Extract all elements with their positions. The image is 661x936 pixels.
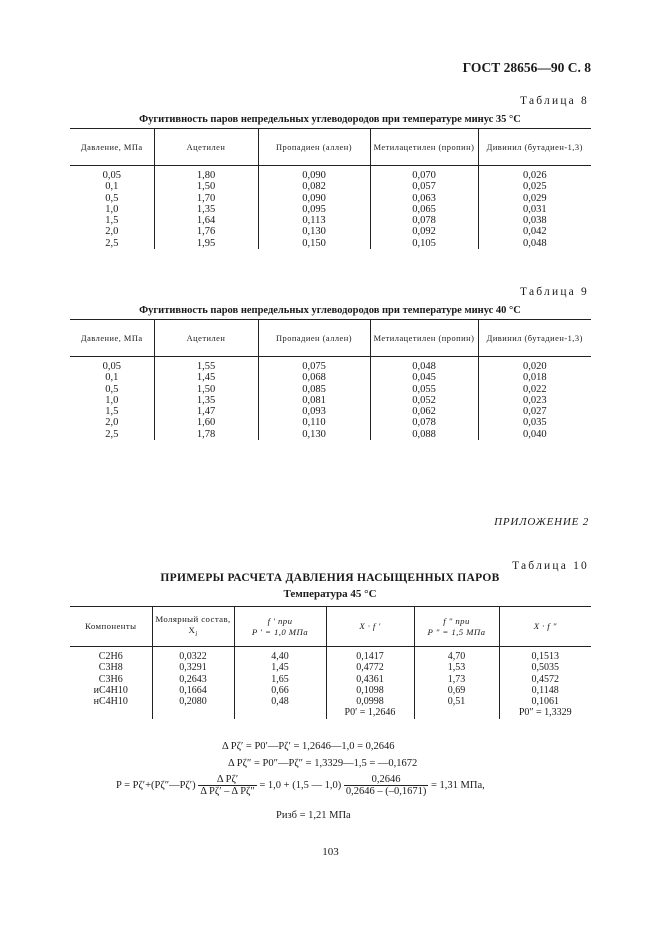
table9-cell: 1,47 xyxy=(154,406,258,417)
table9-cell: 0,078 xyxy=(370,417,478,428)
table9-col-allene: Пропадиен (аллен) xyxy=(258,320,370,357)
table8-cell: 1,80 xyxy=(154,166,258,182)
table10-cell: 0,4572 xyxy=(499,674,591,685)
table9-col-propyne: Метилацетилен (пропин) xyxy=(370,320,478,357)
table9-cell: 1,78 xyxy=(154,429,258,440)
table8-cell: 0,070 xyxy=(370,166,478,182)
fraction-2-numerator: 0,2646 xyxy=(344,774,429,786)
p1-label: P ′ = 1,0 МПа xyxy=(251,626,309,637)
formula-fraction-1 xyxy=(198,774,257,797)
table10-cell: 0,5035 xyxy=(499,662,591,673)
table8-cell: 1,70 xyxy=(154,193,258,204)
table8-cell: 0,029 xyxy=(478,193,591,204)
table9-cell: 0,05 xyxy=(102,361,121,372)
table10-cell: 0,69 xyxy=(414,685,499,696)
table9-cell: 0,5 xyxy=(105,383,119,395)
p2-label: P ″ = 1,5 МПа xyxy=(427,626,486,637)
table8-cell: 0,082 xyxy=(258,181,370,192)
table8-cell: 2,0 xyxy=(105,226,119,238)
table9-cell: 1,35 xyxy=(154,395,258,406)
table8-cell: 0,05 xyxy=(102,170,121,181)
table8-row xyxy=(70,181,591,192)
table10-cell: 1,73 xyxy=(414,674,499,685)
table8-header-row xyxy=(70,129,591,166)
table10-subtitle: Температура 45 °С xyxy=(283,588,377,600)
table10-component: C3H6 xyxy=(98,673,123,685)
table9-cell: 0,040 xyxy=(478,429,591,440)
table9-cell: 0,081 xyxy=(258,395,370,406)
table9-title: Фугитивность паров непредельных углеводородов при температуре минус 40 °С xyxy=(139,305,521,316)
table9-cell: 2,0 xyxy=(105,417,119,429)
table10-component: иC4H10 xyxy=(93,684,128,696)
table10-row xyxy=(70,685,591,696)
table8-cell: 0,038 xyxy=(478,215,591,226)
table10-row xyxy=(70,662,591,673)
table8-cell: 0,026 xyxy=(478,166,591,182)
table8-cell: 0,031 xyxy=(478,204,591,215)
table10-cell: 0,4361 xyxy=(326,674,414,685)
table9-cell: 0,022 xyxy=(478,384,591,395)
table8-cell: 0,025 xyxy=(478,181,591,192)
fraction-1-denominator: Δ Pζ′ – Δ Pζ″ xyxy=(200,786,255,797)
table10-col-xf2 xyxy=(499,607,591,647)
table10-component: C3H8 xyxy=(98,662,123,674)
table9-cell: 0,110 xyxy=(258,417,370,428)
formula-p-right: = 1,31 МПа, xyxy=(430,779,485,791)
table10-cell: 1,45 xyxy=(234,662,326,673)
table8-row xyxy=(70,215,591,226)
formula-fraction-2 xyxy=(344,774,429,797)
table9-row xyxy=(70,429,591,440)
table9-cell: 0,045 xyxy=(370,372,478,383)
table9-cell: 1,5 xyxy=(105,406,119,418)
table8-col-acetylene: Ацетилен xyxy=(154,129,258,166)
xf1-label: X · f ′ xyxy=(359,621,381,631)
table10-cell: 0,66 xyxy=(234,685,326,696)
table9-cell: 0,068 xyxy=(258,372,370,383)
table10-cell: 0,1061 xyxy=(499,696,591,707)
table10-col-components: Компоненты xyxy=(70,607,152,647)
table8-cell: 0,1 xyxy=(105,181,119,193)
table10-row xyxy=(70,647,591,663)
table10-col-f2 xyxy=(414,607,499,647)
table8-row xyxy=(70,166,591,182)
table8-cell: 0,105 xyxy=(370,238,478,249)
table10-cell: 4,70 xyxy=(414,647,499,663)
table8-cell: 1,5 xyxy=(105,215,119,227)
table10-empty-cell xyxy=(414,707,499,718)
table10-sum-cell: P0′ = 1,2646 xyxy=(326,707,414,718)
table8-title: Фугитивность паров непредельных углеводородов при температуре минус 35 °С xyxy=(139,114,521,125)
table9-col-butadiene: Дивинил (бутадиен-1,3) xyxy=(478,320,591,357)
table8-cell: 1,35 xyxy=(154,204,258,215)
table8-cell: 0,113 xyxy=(258,215,370,226)
table9-cell: 0,085 xyxy=(258,384,370,395)
table9-cell: 1,60 xyxy=(154,417,258,428)
table10-cell: 0,0322 xyxy=(152,647,234,663)
table9-cell: 0,055 xyxy=(370,384,478,395)
table9-cell: 0,048 xyxy=(370,357,478,373)
table9-col-acetylene: Ацетилен xyxy=(154,320,258,357)
table8-cell: 0,092 xyxy=(370,226,478,237)
page-number: 103 xyxy=(322,846,339,858)
formula-pressure xyxy=(116,774,485,797)
table10-cell: 0,1417 xyxy=(326,647,414,663)
table10-empty-cell xyxy=(70,707,152,718)
table9-cell: 0,020 xyxy=(478,357,591,373)
table10-cell: 0,1148 xyxy=(499,685,591,696)
table9-cell: 0,093 xyxy=(258,406,370,417)
table9-row xyxy=(70,357,591,373)
formula-p-mid: = 1,0 + (1,5 — 1,0) xyxy=(259,779,342,791)
formula-p-gauge: Pизб = 1,21 МПа xyxy=(276,810,351,821)
table10-row xyxy=(70,696,591,707)
table8-cell: 0,150 xyxy=(258,238,370,249)
table10-cell: 0,1098 xyxy=(326,685,414,696)
table9-cell: 0,018 xyxy=(478,372,591,383)
table8-cell: 0,130 xyxy=(258,226,370,237)
table9-cell: 0,052 xyxy=(370,395,478,406)
table9-cell: 0,088 xyxy=(370,429,478,440)
table8-row xyxy=(70,204,591,215)
table8-cell: 0,095 xyxy=(258,204,370,215)
formula-delta-p1: Δ Pζ′ = P0′—Pζ′ = 1,2646—1,0 = 0,2646 xyxy=(222,741,395,752)
table9-cell: 0,035 xyxy=(478,417,591,428)
table10-cell: 4,40 xyxy=(234,647,326,663)
table9-row xyxy=(70,406,591,417)
table8-cell: 0,090 xyxy=(258,166,370,182)
table10-cell: 0,2080 xyxy=(152,696,234,707)
table8-cell: 0,5 xyxy=(105,192,119,204)
table8-row xyxy=(70,193,591,204)
table9-col-pressure: Давление, МПа xyxy=(70,320,154,357)
table8-cell: 1,76 xyxy=(154,226,258,237)
table10-label: Таблица 10 xyxy=(512,560,589,572)
table10-cell: 0,3291 xyxy=(152,662,234,673)
table8-cell: 0,065 xyxy=(370,204,478,215)
table9-cell: 2,5 xyxy=(105,428,119,440)
table10-component: нC4H10 xyxy=(93,696,128,708)
table9-cell: 0,1 xyxy=(105,372,119,384)
table9-cell: 1,45 xyxy=(154,372,258,383)
table8-label: Таблица 8 xyxy=(520,95,589,107)
table8-cell: 0,078 xyxy=(370,215,478,226)
table9-cell: 0,027 xyxy=(478,406,591,417)
table9-row xyxy=(70,417,591,428)
table8-cell: 0,048 xyxy=(478,238,591,249)
table9-row xyxy=(70,384,591,395)
table8-col-butadiene: Дивинил (бутадиен-1,3) xyxy=(478,129,591,166)
table8-cell: 0,063 xyxy=(370,193,478,204)
fraction-1-numerator: Δ Pζ′ xyxy=(198,774,257,786)
table9-cell: 1,50 xyxy=(154,384,258,395)
table10-cell: 1,65 xyxy=(234,674,326,685)
table10-title: ПРИМЕРЫ РАСЧЕТА ДАВЛЕНИЯ НАСЫЩЕННЫХ ПАРОВ xyxy=(160,572,500,584)
appendix-label: ПРИЛОЖЕНИЕ 2 xyxy=(494,516,589,528)
table8-cell: 0,042 xyxy=(478,226,591,237)
table9-cell: 0,023 xyxy=(478,395,591,406)
table10-col-xf1 xyxy=(326,607,414,647)
table10-cell: 0,51 xyxy=(414,696,499,707)
molar-label: Молярный состав, X xyxy=(155,613,231,635)
table9-header-row xyxy=(70,320,591,357)
table8-col-propyne: Метилацетилен (пропин) xyxy=(370,129,478,166)
table10-sum-row xyxy=(70,707,591,718)
table10 xyxy=(70,606,591,719)
table8-row xyxy=(70,238,591,249)
table8-body xyxy=(70,166,591,250)
table8-cell: 2,5 xyxy=(105,237,119,249)
table10-cell: 0,0998 xyxy=(326,696,414,707)
table10-cell: 0,2643 xyxy=(152,674,234,685)
fraction-2-denominator: 0,2646 – (–0,1671) xyxy=(345,786,427,797)
table10-cell: 0,1513 xyxy=(499,647,591,663)
table10-cell: 0,48 xyxy=(234,696,326,707)
xf2-label: X · f ″ xyxy=(533,621,557,631)
table10-empty-cell xyxy=(152,707,234,718)
table8-col-allene: Пропадиен (аллен) xyxy=(258,129,370,166)
table9-cell: 1,55 xyxy=(154,357,258,373)
table10-col-molar: Молярный состав, $X_i$ xyxy=(152,607,234,647)
formula-delta-p2: Δ Pζ″ = P0″—Pζ″ = 1,3329—1,5 = —0,1672 xyxy=(228,758,418,769)
table8-col-pressure: Давление, МПа xyxy=(70,129,154,166)
f1-label: f ′ при xyxy=(267,615,293,626)
f2-label: f ″ при xyxy=(443,615,470,626)
table10-row xyxy=(70,674,591,685)
table9-cell: 0,075 xyxy=(258,357,370,373)
table9-cell: 0,130 xyxy=(258,429,370,440)
table9 xyxy=(70,319,591,440)
table9-cell: 1,0 xyxy=(105,394,119,406)
table8-cell: 1,50 xyxy=(154,181,258,192)
table9-body xyxy=(70,357,591,441)
table8-cell: 0,090 xyxy=(258,193,370,204)
table10-component: C2H6 xyxy=(98,651,123,662)
table8 xyxy=(70,128,591,249)
table10-body xyxy=(70,647,591,719)
table9-row xyxy=(70,372,591,383)
table10-empty-cell xyxy=(234,707,326,718)
formula-p-left: P = Pζ′+(Pζ″—Pζ′) xyxy=(116,779,196,791)
table10-col-f1 xyxy=(234,607,326,647)
table10-cell: 0,4772 xyxy=(326,662,414,673)
table10-cell: 1,53 xyxy=(414,662,499,673)
table10-header-row xyxy=(70,607,591,647)
table10-cell: 0,1664 xyxy=(152,685,234,696)
table8-cell: 1,95 xyxy=(154,238,258,249)
table8-cell: 1,64 xyxy=(154,215,258,226)
table8-cell: 1,0 xyxy=(105,203,119,215)
table9-label: Таблица 9 xyxy=(520,286,589,298)
table9-cell: 0,062 xyxy=(370,406,478,417)
table8-cell: 0,057 xyxy=(370,181,478,192)
document-header: ГОСТ 28656—90 С. 8 xyxy=(462,60,591,75)
table9-row xyxy=(70,395,591,406)
table10-sum-cell: P0″ = 1,3329 xyxy=(499,707,591,718)
table8-row xyxy=(70,226,591,237)
